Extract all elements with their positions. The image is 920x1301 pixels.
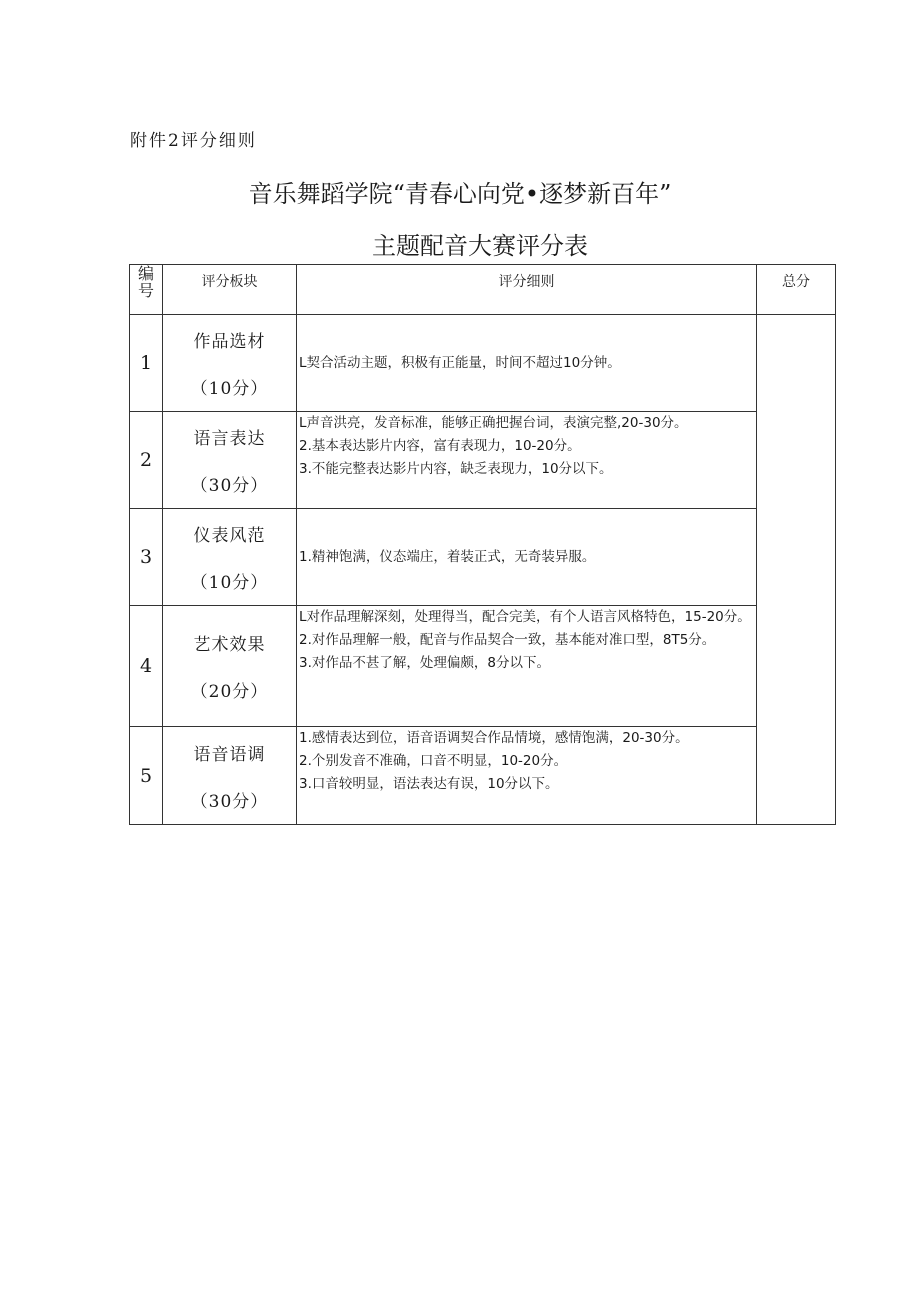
document-title: 音乐舞蹈学院“青春心向党•逐梦新百年” [248, 180, 672, 208]
module-score: （30分） [190, 476, 269, 496]
rule-item: 2.基本表达影片内容，富有表现力，10-20分。 [299, 438, 581, 454]
rule-item: L对作品理解深刻，处理得当，配合完美，有个人语言风格特色，15-20分。 [299, 609, 751, 625]
header-number-b: 号 [137, 281, 154, 300]
table-row [130, 412, 836, 509]
rule-item: 3.口音较明显，语法表达有误，10分以下。 [299, 776, 559, 792]
rules-clip [299, 412, 752, 508]
module-name: 艺术效果 [193, 635, 266, 655]
header-number [130, 265, 163, 315]
header-rules: 评分细则 [297, 265, 757, 315]
row-rules [297, 315, 757, 412]
rule-item: 3.对作品不甚了解，处理偏颇，8分以下。 [299, 655, 550, 671]
row-module [163, 412, 297, 509]
table-row [130, 606, 836, 727]
document-subtitle: 主题配音大赛评分表 [372, 232, 588, 260]
module-name: 仪表风范 [193, 526, 266, 546]
attachment-label: 附件2评分细则 [130, 131, 257, 151]
module-score: （30分） [190, 791, 269, 812]
row-rules [297, 606, 757, 727]
table-row [130, 315, 836, 412]
module-name: 作品选材 [193, 332, 266, 352]
rule-item: L契合活动主题，积极有正能量，时间不超过10分钟。 [299, 354, 621, 371]
rule-item: 2.个别发音不准确，口音不明显，10-20分。 [299, 753, 568, 769]
rule-item: 2.对作品理解一般，配音与作品契合一致，基本能对准口型，8T5分。 [299, 632, 716, 648]
module-name: 语音语调 [193, 744, 266, 765]
scoring-table [129, 264, 836, 825]
row-module [163, 606, 297, 727]
rule-item: 1.精神饱满，仪态端庄，着装正式，无奇装异服。 [299, 548, 596, 565]
header-module: 评分板块 [163, 265, 297, 315]
row-number: 1 [130, 315, 163, 412]
row-rules [297, 509, 757, 606]
rule-item: 3.不能完整表达影片内容，缺乏表现力，10分以下。 [299, 461, 613, 477]
row-number: 3 [130, 509, 163, 606]
table-row [130, 727, 836, 825]
module-score: （10分） [190, 573, 269, 593]
header-number-a: 编 [137, 264, 154, 283]
module-score: （10分） [190, 379, 269, 399]
row-module [163, 509, 297, 606]
table-header-row [130, 265, 836, 315]
table-row [130, 509, 836, 606]
row-number: 4 [130, 606, 163, 727]
row-number: 5 [130, 727, 163, 825]
header-total: 总分 [757, 265, 836, 315]
total-score-cell [757, 315, 836, 825]
module-score: （20分） [190, 682, 269, 702]
row-module [163, 315, 297, 412]
module-name: 语言表达 [193, 429, 266, 449]
row-rules [297, 727, 757, 825]
row-module [163, 727, 297, 825]
rule-item: L声音洪亮，发音标准，能够正确把握台词，表演完整,20-30分。 [299, 415, 688, 431]
rule-item: 1.感情表达到位，语音语调契合作品情境，感情饱满，20-30分。 [299, 730, 689, 746]
row-rules [297, 412, 757, 509]
row-number: 2 [130, 412, 163, 509]
